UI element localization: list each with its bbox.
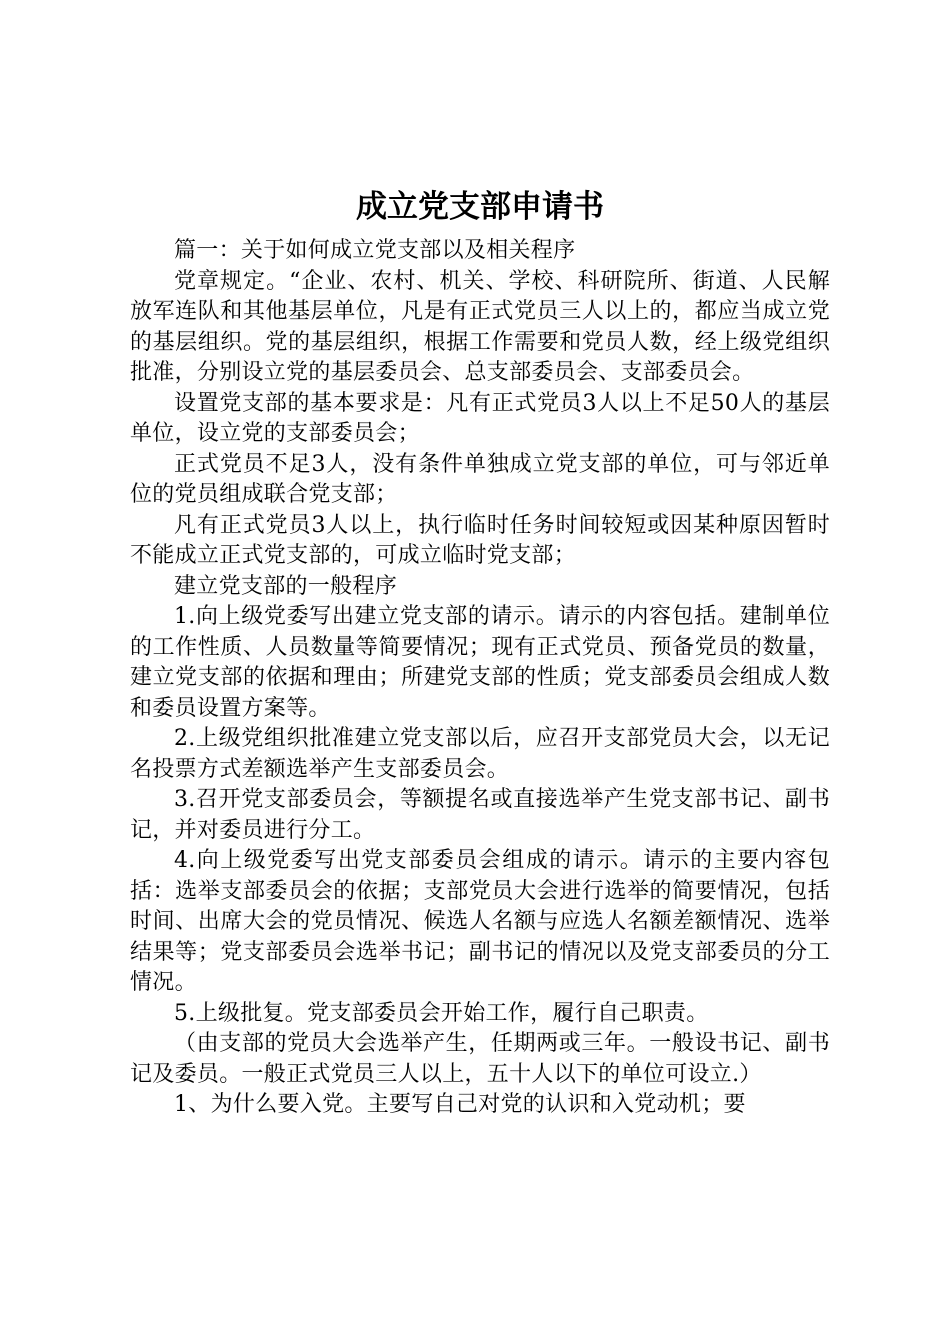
paragraph-procedure-heading: 建立党支部的一般程序 bbox=[174, 573, 398, 599]
paragraph-note: （由支部的党员大会选举产生，任期两或三年。一般设书记、副书记及委员。一般正式党员三人以上，五十人以下的单位可设立.） bbox=[130, 1031, 830, 1087]
paragraph-step-4: 4.向上级党委写出党支部委员会组成的请示。请示的主要内容包括：选举支部委员会的依据；支部党员大会进行选举的简要情况，包括时间、出席大会的党员情况、候选人名额与应选人名额差额情况、选举结果等；党支部委员会选举书记；副书记的情况以及党支部委员的分工情况。 bbox=[130, 848, 830, 995]
paragraph-joint-branch: 正式党员不足3人，没有条件单独成立党支部的单位，可与邻近单位的党员组成联合党支部； bbox=[130, 451, 830, 507]
paragraph-step-5: 5.上级批复。党支部委员会开始工作，履行自己职责。 bbox=[174, 1000, 709, 1026]
paragraph-step-1: 1.向上级党委写出建立党支部的请示。请示的内容包括。建制单位的工作性质、人员数量等简要情况；现有正式党员、预备党员的数量，建立党支部的依据和理由；所建党支部的性质；党支部委员会组成人数和委员设置方案等。 bbox=[130, 604, 830, 721]
paragraph-party-constitution: 党章规定。“企业、农村、机关、学校、科研院所、街道、人民解放军连队和其他基层单位，凡是有正式党员三人以上的，都应当成立党的基层组织。党的基层组织，根据工作需要和党员人数，经上级党组织批准，分别设立党的基层委员会、总支部委员会、支部委员会。 bbox=[130, 268, 830, 385]
paragraph-basic-requirements: 设置党支部的基本要求是：凡有正式党员3人以上不足50人的基层单位，设立党的支部委员会； bbox=[130, 390, 830, 446]
document-body bbox=[130, 180, 830, 1121]
paragraph-step-3: 3.召开党支部委员会，等额提名或直接选举产生党支部书记、副书记，并对委员进行分工。 bbox=[130, 787, 830, 843]
document-title: 成立党支部申请书 bbox=[356, 189, 604, 225]
paragraph-temporary-branch: 凡有正式党员3人以上，执行临时任务时间较短或因某种原因暂时不能成立正式党支部的，可成立临时党支部； bbox=[130, 512, 830, 568]
paragraph-step-2: 2.上级党组织批准建立党支部以后，应召开支部党员大会，以无记名投票方式差额选举产生支部委员会。 bbox=[130, 726, 830, 782]
paragraph-why-join: 1、为什么要入党。主要写自己对党的认识和入党动机；要 bbox=[174, 1092, 746, 1117]
paragraph-section-heading: 篇一：关于如何成立党支部以及相关程序 bbox=[174, 238, 576, 263]
